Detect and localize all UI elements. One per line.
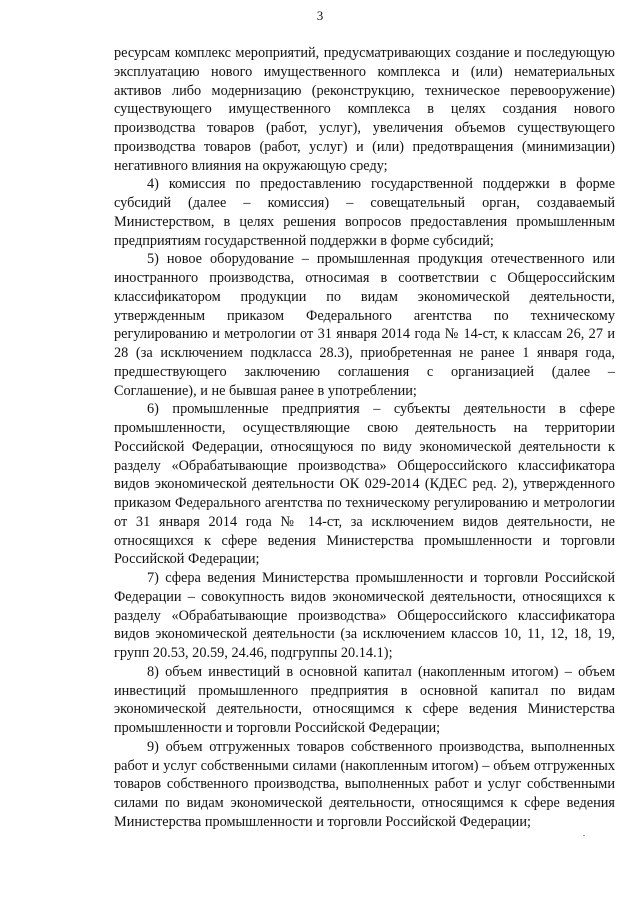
paragraph-continuation: ресурсам комплекс мероприятий, предусматривающих создание и последующую эксплуатацию нового имущественного комплекса и (или) нематериальных активов либо модернизацию (реконструкцию, техническое перевооружение) существующего имущественного комплекса в целях создания нового производства товаров (работ, услуг), увеличения объемов существующего производства товаров (работ, услуг) и (или) предотвращения (минимизации) негативного влияния на окружающую среду; <box>114 45 615 174</box>
scan-speck <box>583 835 585 836</box>
page-number: 3 <box>316 8 324 23</box>
paragraph-item-5: 5) новое оборудование – промышленная продукция отечественного или иностранного производства, относимая в соответствии с Общероссийским классификатором продукции по видам экономической деятельности, утвержденным приказом Федерального агентства по техническому регулированию и метрологии от 31 января 2014 года № 14-ст, к классам 26, 27 и 28 (за исключением подкласса 28.3), приобретенная не ранее 1 января года, предшествующего заключению соглашения с организацией (далее – Соглашение), и не бывшая ранее в употреблении; <box>114 251 615 399</box>
paragraph-item-8: 8) объем инвестиций в основной капитал (накопленным итогом) – объем инвестиций промышленного предприятия в основной капитал по видам экономической деятельности, относящимся к сфере ведения Министерства промышленности и торговли Российской Федерации; <box>114 663 615 736</box>
document-body <box>114 44 615 832</box>
paragraph-item-7: 7) сфера ведения Министерства промышленности и торговли Российской Федерации – совокупность видов экономической деятельности, относящихся к разделу «Обрабатывающие производства» Общероссийского классификатора видов экономической деятельности (за исключением классов 10, 11, 12, 18, 19, групп 20.53, 20.59, 24.46, подгруппы 20.14.1); <box>114 570 615 661</box>
paragraph-item-9: 9) объем отгруженных товаров собственного производства, выполненных работ и услуг собственными силами (накопленным итогом) – объем отгруженных товаров собственного производства, выполненных работ и услуг собственными силами по видам экономической деятельности, относящимся к сфере ведения Министерства промышленности и торговли Российской Федерации; <box>114 738 615 830</box>
paragraph-item-4: 4) комиссия по предоставлению государственной поддержки в форме субсидий (далее – комиссия) – совещательный орган, создаваемый Министерством, в целях решения вопросов предоставления промышленным предприятиям государственной поддержки в форме субсидий; <box>114 176 615 249</box>
paragraph-item-6: 6) промышленные предприятия – субъекты деятельности в сфере промышленности, осуществляющие свою деятельность на территории Российской Федерации, относящуюся по виду экономической деятельности к разделу «Обрабатывающие производства» Общероссийского классификатора видов экономической деятельности ОК 029-2014 (КДЕС ред. 2), утвержденного приказом Федерального агентства по техническому регулированию и метрологии от 31 января 2014 года № 14-ст, за исключением видов деятельности, не относящихся к сфере ведения Министерства промышленности и торговли Российской Федерации; <box>114 401 615 568</box>
